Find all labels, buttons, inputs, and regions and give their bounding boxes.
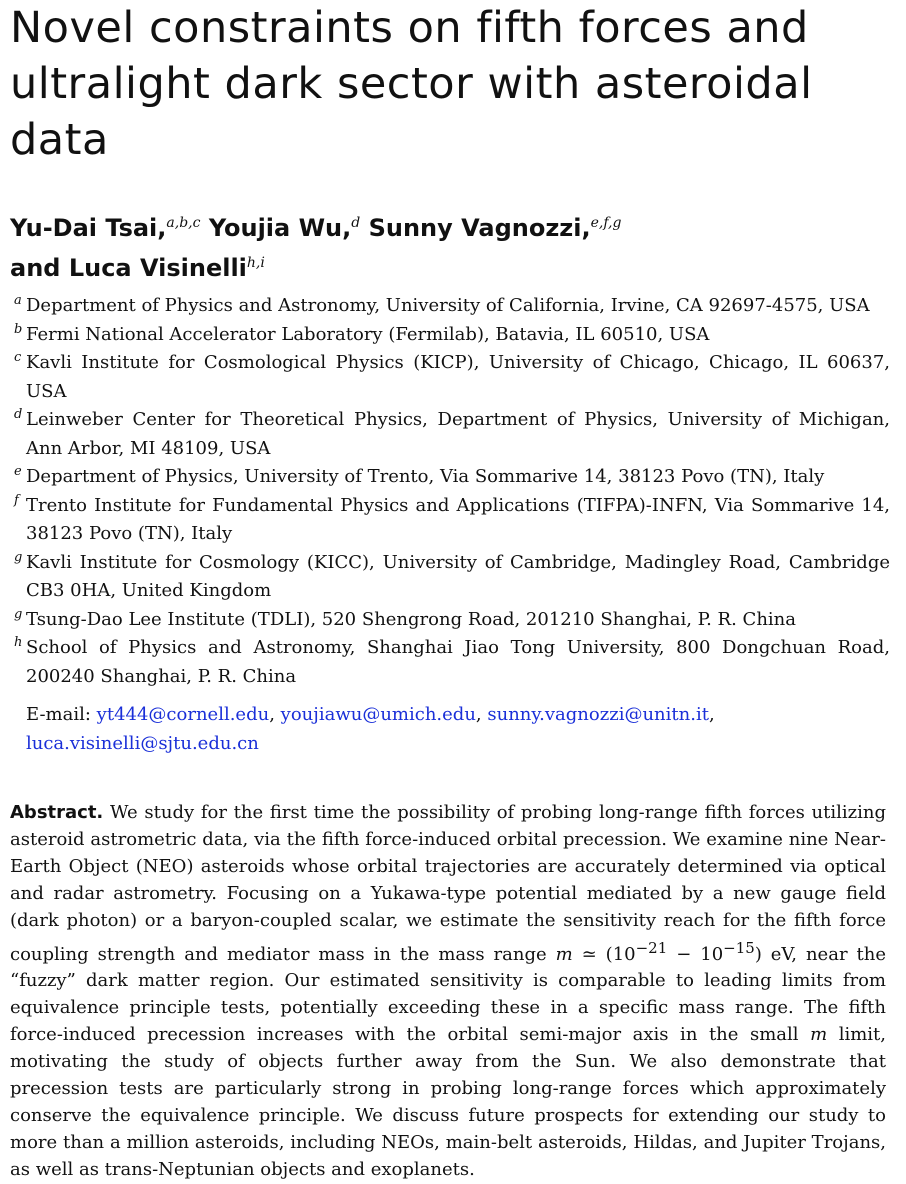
math-exponent: −15 xyxy=(723,938,755,957)
affiliation-item xyxy=(14,349,890,406)
email-label: E-mail: xyxy=(26,704,91,725)
affiliation-mark: f xyxy=(14,492,19,508)
author-name: and Luca Visinelli xyxy=(10,254,247,282)
affiliation-item xyxy=(14,606,890,635)
author-name: Yu-Dai Tsai, xyxy=(10,214,167,242)
affiliation-mark: g xyxy=(14,549,23,565)
affiliation-mark: h xyxy=(14,635,23,650)
affiliation-text: School of Physics and Astronomy, Shanghai Jiao Tong University, 800 Dongchuan Road, 200240 Shanghai, P. R. China xyxy=(26,637,890,687)
math-minus: − 10 xyxy=(667,943,724,965)
author-affil-marks: d xyxy=(351,215,361,231)
email-link[interactable]: luca.visinelli@sjtu.edu.cn xyxy=(26,732,259,754)
affiliation-text: Fermi National Accelerator Laboratory (Fermilab), Batavia, IL 60510, USA xyxy=(26,323,710,345)
affiliation-item xyxy=(14,321,890,350)
affiliation-text: Trento Institute for Fundamental Physics and Applications (TIFPA)-INFN, Via Sommarive 14, 38123 Povo (TN), Italy xyxy=(26,494,890,544)
math-range: ≃ (10 xyxy=(581,943,636,965)
author-affil-marks: a,b,c xyxy=(166,215,201,231)
math-symbol: m xyxy=(555,943,573,965)
affiliation-text: Kavli Institute for Cosmology (KICC), University of Cambridge, Madingley Road, Cambridge CB3 0HA, United Kingdom xyxy=(26,551,890,601)
affiliation-item xyxy=(14,634,890,691)
affiliation-mark: c xyxy=(14,350,22,365)
abstract-text: We study for the first time the possibility of probing long-range fifth forces utilizing asteroid astrometric data, via the fifth force-induced orbital precession. We examine nine Near-Earth Object (NEO) asteroids whose orbital trajectories are accurately determined via optical and radar astrometry. Focusing on a Yukawa-type potential mediated by a new gauge field (dark photon) or a baryon-coupled scalar, we estimate the sensitivity reach for the fifth force coupling strength and mediator mass in the mass range xyxy=(10,802,887,965)
author-affil-marks: e,f,g xyxy=(590,215,622,231)
affiliation-text: Kavli Institute for Cosmological Physics (KICP), University of Chicago, Chicago, IL 60637, USA xyxy=(26,352,890,402)
affiliation-text: Department of Physics, University of Trento, Via Sommarive 14, 38123 Povo (TN), Italy xyxy=(26,466,825,487)
author-name: Sunny Vagnozzi, xyxy=(368,214,591,242)
affiliation-mark: b xyxy=(14,321,23,337)
affiliation-item xyxy=(14,549,890,606)
math-unit: ) eV, xyxy=(754,943,798,965)
abstract-text: limit, motivating the study of objects further away from the Sun. We also demonstrate that precession tests are particularly strong in probing long-range forces which approximately conserve the equivalence principle. We discuss future prospects for extending our study to more than a million asteroids, including NEOs, main-belt asteroids, Hildas, and Jupiter Trojans, as well as trans-Neptunian objects and exoplanets. xyxy=(10,1024,886,1180)
math-expression xyxy=(581,938,798,965)
email-link[interactable]: yt444@cornell.edu xyxy=(96,704,270,725)
affiliation-text: Tsung-Dao Lee Institute (TDLI), 520 Shengrong Road, 201210 Shanghai, P. R. China xyxy=(26,608,796,630)
author-affil-marks: h,i xyxy=(246,255,265,271)
email-separator: , xyxy=(269,704,281,725)
affiliation-mark: g xyxy=(14,606,23,622)
email-separator: , xyxy=(475,704,488,725)
paper-title: Novel constraints on fifth forces and ultralight dark sector with asteroidal data xyxy=(10,3,813,165)
affiliation-text: Leinweber Center for Theoretical Physics, Department of Physics, University of Michigan, Ann Arbor, MI 48109, USA xyxy=(26,409,890,459)
affiliation-item xyxy=(14,463,890,492)
affiliation-item xyxy=(14,492,890,549)
abstract-text: near the “fuzzy” dark matter region. Our estimated sensitivity is comparable to leading limits from equivalence principle tests, potentially exceeding these in a specific mass range. The fifth force-induced precession increases with the orbital semi-major axis in the small xyxy=(10,943,886,1046)
abstract xyxy=(10,800,886,1184)
affiliation-text: Department of Physics and Astronomy, University of California, Irvine, CA 92697-4575, USA xyxy=(26,295,870,316)
abstract-heading: Abstract. xyxy=(10,802,104,823)
affiliation-mark: e xyxy=(14,464,22,479)
math-exponent: −21 xyxy=(635,938,668,957)
affiliation-list xyxy=(14,292,890,758)
affiliation-mark: a xyxy=(14,293,22,308)
affiliation-item xyxy=(14,292,890,321)
author-name: Youjia Wu, xyxy=(208,214,352,242)
author-list xyxy=(10,206,890,286)
email-separator: , xyxy=(708,704,715,725)
email-link[interactable]: sunny.vagnozzi@unitn.it xyxy=(487,704,709,725)
affiliation-mark: d xyxy=(14,407,23,422)
email-line xyxy=(14,701,890,758)
email-link[interactable]: youjiawu@umich.edu xyxy=(280,704,476,725)
affiliation-item xyxy=(14,406,890,463)
math-symbol: m xyxy=(810,1024,828,1046)
